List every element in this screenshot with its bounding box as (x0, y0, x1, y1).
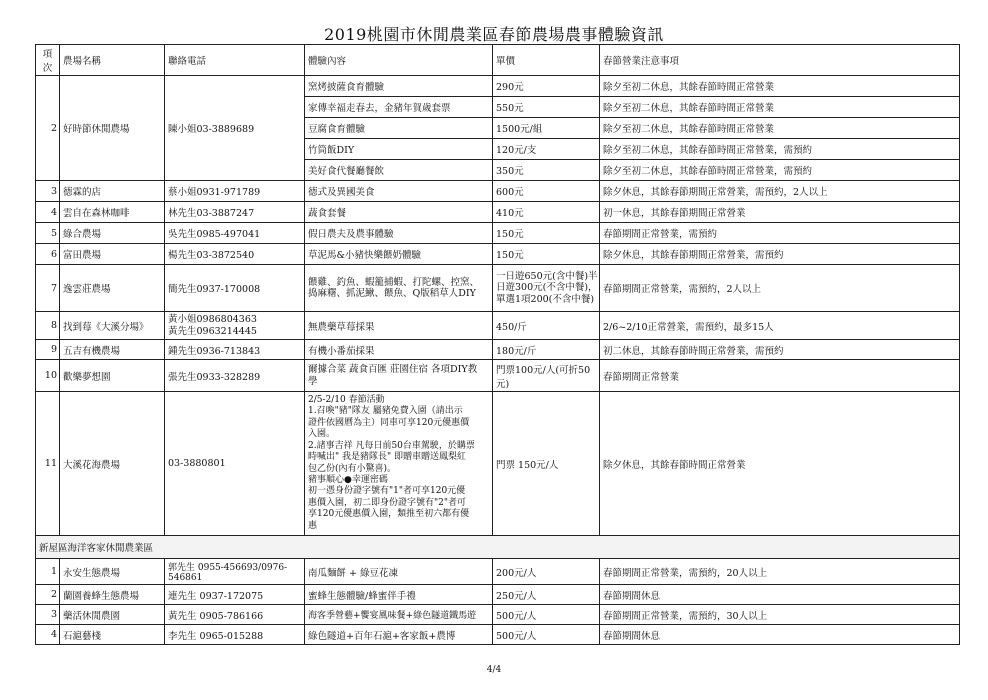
price-line: 日遊300元(不含中餐)， (496, 282, 598, 294)
holiday-note: 春節期間正常營業 (600, 360, 960, 392)
farm-name: 藥活休閒農園 (60, 605, 165, 625)
farm-name: 富田農場 (60, 244, 165, 265)
holiday-note: 春節期間正常營業，需預約 (600, 223, 960, 244)
farm-phone: 郭先生 0955-456693/0976-546861 (165, 559, 305, 585)
farm-phone: 簡先生0937-170008 (165, 265, 305, 312)
price: 180元/斤 (493, 340, 600, 360)
farm-table (35, 44, 960, 645)
price: 門票 150元/人 (493, 392, 600, 536)
experience-content (305, 265, 493, 312)
price: 600元 (493, 181, 600, 202)
farm-phone: 李先生 0965-015288 (165, 625, 305, 645)
content-line: 學 (308, 375, 318, 387)
farm-index: 4 (36, 625, 60, 645)
table-row (36, 392, 960, 536)
price: 410元 (493, 202, 600, 223)
holiday-note: 初一休息，其餘春節期間正常營業 (600, 202, 960, 223)
holiday-note: 除夕至初二休息，其餘春節時間正常營業 (600, 118, 960, 139)
table-row (36, 76, 960, 97)
price: 500元/人 (493, 605, 600, 625)
experience-content: 有機小番茄採果 (305, 340, 493, 360)
holiday-note: 春節期間休息 (600, 585, 960, 605)
content-line: 爾據合菜 蔬食百匯 莊園住宿 各項DIY教 (308, 364, 478, 375)
farm-index: 7 (36, 265, 60, 312)
holiday-note: 除夕至初二休息，其餘春節時間正常營業，需預約 (600, 139, 960, 160)
farm-name: 歡樂夢想園 (60, 360, 165, 392)
table-row (36, 312, 960, 340)
price: 120元/支 (493, 139, 600, 160)
farm-index: 2 (36, 585, 60, 605)
price: 250元/人 (493, 585, 600, 605)
table-row (36, 340, 960, 360)
price: 290元 (493, 76, 600, 97)
holiday-note: 除夕至初二休息，其餘春節時間正常營業 (600, 97, 960, 118)
header-name: 農場名稱 (60, 45, 165, 76)
price: 450/斤 (493, 312, 600, 340)
experience-content (305, 360, 493, 392)
farm-phone: 鍾先生0936-713843 (165, 340, 305, 360)
price: 550元 (493, 97, 600, 118)
table-row (36, 559, 960, 585)
experience-content: 假日農夫及農事體驗 (305, 223, 493, 244)
price: 350元 (493, 160, 600, 181)
header-note: 春節營業注意事項 (600, 45, 960, 76)
experience-content: 草泥馬&小豬快樂餵奶體驗 (305, 244, 493, 265)
holiday-note: 2/6~2/10正常營業，需預約，最多15人 (600, 312, 960, 340)
content-line: 1.召喚"豬"隊友 屬豬免費入園（請出示 (308, 406, 463, 417)
price: 門票100元/人(可折50元) (493, 360, 600, 392)
price-line: 一日遊650元(含中餐)半 (496, 270, 598, 282)
farm-name: 蘭園養蜂生態農場 (60, 585, 165, 605)
phone-line: 黃先生0963214445 (168, 325, 257, 337)
section-header-row (36, 536, 960, 559)
farm-name: 德霖的店 (60, 181, 165, 202)
farm-name: 大溪花海農場 (60, 392, 165, 536)
price: 500元/人 (493, 625, 600, 645)
table-row (36, 181, 960, 202)
farm-name: 雲自在森林咖啡 (60, 202, 165, 223)
section-title: 新屋區海洋客家休閒農業區 (36, 536, 960, 559)
farm-index: 4 (36, 202, 60, 223)
farm-phone (165, 312, 305, 340)
page-number: 4/4 (486, 665, 502, 675)
price: 150元 (493, 244, 600, 265)
header-index: 項次 (36, 45, 60, 76)
farm-index: 10 (36, 360, 60, 392)
experience-content: 蜜蜂生態體驗/蜂蜜伴手禮 (305, 585, 493, 605)
table-row (36, 244, 960, 265)
farm-name: 好時節休閒農場 (60, 76, 165, 181)
content-line: 餵雞、釣魚、蝦籠捕蝦、打陀螺、控窯、 (308, 276, 480, 288)
farm-name: 找到莓《大溪分場》 (60, 312, 165, 340)
experience-content: 豆腐食育體驗 (305, 118, 493, 139)
header-phone: 聯絡電話 (165, 45, 305, 76)
experience-content: 無農藥草莓採果 (305, 312, 493, 340)
table-row (36, 605, 960, 625)
table-row (36, 265, 960, 312)
table-row (36, 625, 960, 645)
farm-name: 石滬藝棧 (60, 625, 165, 645)
content-line: 豬事順心●幸運密碼 (308, 474, 388, 485)
experience-content: 德式及異國美食 (305, 181, 493, 202)
page-title: 2019桃園市休閒農業區春節農場農事體驗資訊 (324, 25, 664, 44)
content-line: 時喊出" 我是豬隊長" 即贈車贈送鳳梨紅 (308, 452, 467, 463)
holiday-note: 春節期間正常營業，需預約，20人以上 (600, 559, 960, 585)
farm-phone: 吳先生0985-497041 (165, 223, 305, 244)
farm-index: 6 (36, 244, 60, 265)
farm-phone: 03-3880801 (165, 392, 305, 536)
farm-name: 逸雲莊農場 (60, 265, 165, 312)
experience-content: 綠色隧道+百年石滬+客家飯+農博 (305, 625, 493, 645)
price: 1500元/組 (493, 118, 600, 139)
farm-phone: 陳小姐03-3889689 (165, 76, 305, 181)
content-line: 入園。 (308, 429, 336, 440)
experience-content: 竹筒飯DIY (305, 139, 493, 160)
experience-content: 海客季營藝+饗宴風味餐+綠色隧道鐵馬遊 (305, 605, 493, 625)
experience-content: 美好食代餐廳餐飲 (305, 160, 493, 181)
farm-name: 綠合農場 (60, 223, 165, 244)
content-line: 初一憑身份證字號有"1"者可享120元優 (308, 486, 466, 497)
farm-index: 3 (36, 181, 60, 202)
farm-index: 8 (36, 312, 60, 340)
farm-index: 5 (36, 223, 60, 244)
farm-index: 1 (36, 559, 60, 585)
price: 200元/人 (493, 559, 600, 585)
farm-phone: 蔡小姐0931-971789 (165, 181, 305, 202)
holiday-note: 除夕休息，其餘春節期間正常營業，需預約，2人以上 (600, 181, 960, 202)
holiday-note: 初二休息，其餘春節時間正常營業，需預約 (600, 340, 960, 360)
holiday-note: 除夕至初二休息，其餘春節時間正常營業 (600, 76, 960, 97)
content-line: 2/5-2/10 春節活動 (308, 395, 385, 406)
holiday-note: 春節期間休息 (600, 625, 960, 645)
experience-content (305, 392, 493, 536)
table-row (36, 223, 960, 244)
price: 150元 (493, 223, 600, 244)
table-header-row (36, 45, 960, 76)
holiday-note: 除夕休息，其餘春節期間正常營業，需預約 (600, 244, 960, 265)
table-row (36, 585, 960, 605)
header-price: 單價 (493, 45, 600, 76)
holiday-note: 除夕至初二休息，其餘春節時間正常營業，需預約 (600, 160, 960, 181)
content-line: 包乙份(內有小驚喜)。 (308, 463, 397, 474)
holiday-note: 春節期間正常營業，需預約，2人以上 (600, 265, 960, 312)
farm-index: 9 (36, 340, 60, 360)
content-line: 捣麻糬、抓泥鰍、餵魚、Q版稻草人DIY (308, 288, 476, 299)
farm-phone: 林先生03-3887247 (165, 202, 305, 223)
experience-content: 家傳幸福走春去，金豬年賀歲套票 (305, 97, 493, 118)
content-line: 惠價入園，初二即身份證字號有"2"者可 (308, 497, 467, 508)
price (493, 265, 600, 312)
farm-index: 2 (36, 76, 60, 181)
farm-index: 3 (36, 605, 60, 625)
farm-name: 永安生態農場 (60, 559, 165, 585)
content-line: 享120元優惠價入園，類推至初六都有優 (308, 509, 470, 520)
experience-content: 南瓜麵餅 + 綠豆花凍 (305, 559, 493, 585)
holiday-note: 除夕休息，其餘春節時間正常營業 (600, 392, 960, 536)
experience-content: 蔬食套餐 (305, 202, 493, 223)
price-line: 單選1項200(不含中餐) (496, 293, 595, 305)
content-line: 2.諸事吉祥 凡每日前50台車駕駛，於購票 (308, 440, 475, 451)
content-line: 證件依國曆為主）同車可享120元優惠價 (308, 417, 470, 428)
content-line: 惠 (308, 520, 318, 531)
farm-phone: 連先生 0937-172075 (165, 585, 305, 605)
farm-phone: 黃先生 0905-786166 (165, 605, 305, 625)
table-row (36, 202, 960, 223)
farm-name: 五吉有機農場 (60, 340, 165, 360)
phone-line: 黃小姐0986804363 (168, 314, 257, 325)
farm-phone: 楊先生03-3872540 (165, 244, 305, 265)
farm-phone: 張先生0933-328289 (165, 360, 305, 392)
table-row (36, 360, 960, 392)
farm-index: 11 (36, 392, 60, 536)
experience-content: 窯烤披薩食育體驗 (305, 76, 493, 97)
holiday-note: 春節期間正常營業，需預約，30人以上 (600, 605, 960, 625)
header-content: 體驗內容 (305, 45, 493, 76)
